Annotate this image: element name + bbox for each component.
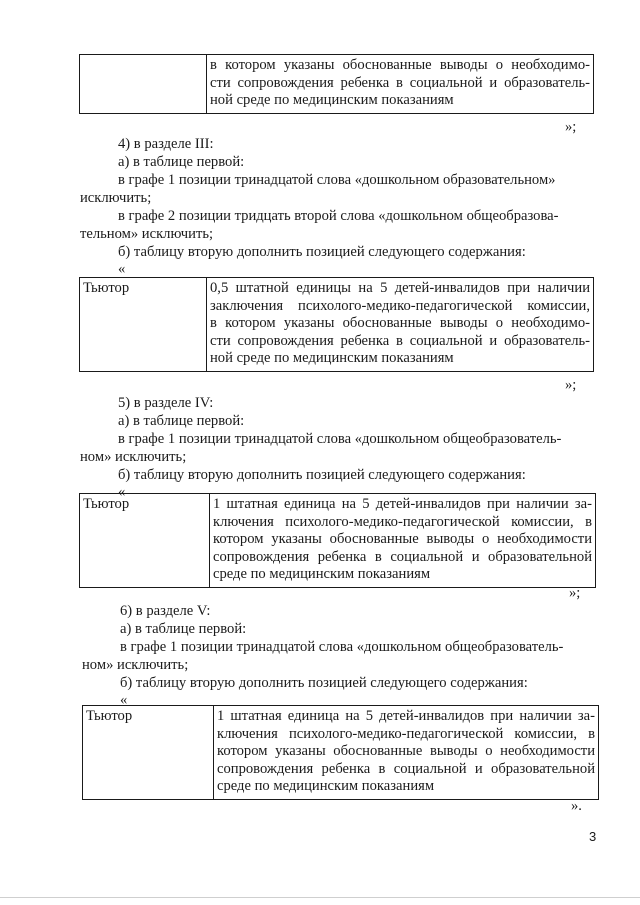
table-row	[80, 278, 594, 372]
cell-line: ключения психолого-медико-педагогической комиссии, в	[213, 513, 592, 530]
table-row	[80, 494, 596, 588]
cell-line: котором указаны обоснованные выводы о необходимости	[213, 531, 592, 548]
section-heading: 5) в разделе IV:	[118, 395, 214, 411]
section-heading: 6) в разделе V:	[120, 603, 211, 619]
opening-quote: «	[118, 261, 126, 277]
cell-line: заключения психолого-медико-педагогической комиссии,	[210, 297, 590, 314]
cell-line: 0,5 штатной единицы на 5 детей-инвалидов при наличии	[210, 280, 590, 296]
cell-line: среде по медицинским показаниям	[217, 778, 435, 795]
paragraph-line: в графе 1 позиции тринадцатой слова «дошкольном общеобразователь-	[120, 639, 564, 655]
opening-quote: «	[120, 692, 128, 708]
table-cell-position	[80, 55, 207, 114]
table-tutor-section-4	[79, 493, 596, 588]
table-cell-position: Тьютор	[80, 494, 210, 588]
cell-line: ключения психолого-медико-педагогической комиссии, в	[217, 725, 595, 742]
closing-quote: »;	[569, 585, 581, 601]
closing-quote: »;	[565, 377, 577, 393]
paragraph-line: в графе 2 позиции тридцать второй слова «дошкольном общеобразова-	[118, 208, 559, 224]
cell-line: сопровождения ребенка в социальной и образовательной	[213, 548, 592, 565]
paragraph-line: исключить;	[80, 190, 152, 206]
page-edge-divider	[0, 897, 640, 898]
table-row	[83, 706, 599, 800]
table-cell-staffing	[214, 706, 599, 800]
subitem-b: б) таблицу вторую дополнить позицией следующего содержания:	[118, 244, 526, 260]
subitem-b: б) таблицу вторую дополнить позицией следующего содержания:	[118, 467, 526, 483]
cell-line: 1 штатная единица на 5 детей-инвалидов при наличии за-	[217, 708, 595, 724]
cell-line: в котором указаны обоснованные выводы о необходимо-	[210, 57, 590, 73]
table-cell-staffing	[207, 278, 594, 372]
table-cell-position: Тьютор	[83, 706, 214, 800]
subitem-a: а) в таблице первой:	[120, 621, 247, 637]
cell-line: сти сопровождения ребенка в социальной и образователь-	[210, 74, 590, 91]
cell-line: сопровождения ребенка в социальной и образовательной	[217, 760, 595, 777]
paragraph-line: в графе 1 позиции тринадцатой слова «дошкольном общеобразователь-	[118, 431, 562, 447]
table-tutor-section-3	[79, 277, 594, 372]
subitem-a: а) в таблице первой:	[118, 413, 245, 429]
table-cell-staffing	[207, 55, 594, 114]
page-number: 3	[589, 829, 597, 844]
table-cell-position: Тьютор	[80, 278, 207, 372]
paragraph-line: ном» исключить;	[82, 657, 189, 673]
opening-quote: «	[118, 484, 126, 500]
cell-line: в котором указаны обоснованные выводы о необходимо-	[210, 315, 590, 332]
table-cell-staffing	[210, 494, 596, 588]
table-continuation	[79, 54, 594, 114]
cell-line: 1 штатная единица на 5 детей-инвалидов при наличии за-	[213, 496, 592, 512]
paragraph-line: тельном» исключить;	[80, 226, 214, 242]
subitem-b: б) таблицу вторую дополнить позицией следующего содержания:	[120, 675, 528, 691]
cell-line: котором указаны обоснованные выводы о необходимости	[217, 743, 595, 760]
section-heading: 4) в разделе III:	[118, 136, 214, 152]
cell-line: ной среде по медицинским показаниям	[210, 92, 454, 109]
table-tutor-section-5	[82, 705, 599, 800]
cell-line: среде по медицинским показаниям	[213, 566, 431, 583]
subitem-a: а) в таблице первой:	[118, 154, 245, 170]
cell-line: сти сопровождения ребенка в социальной и образователь-	[210, 332, 590, 349]
table-row	[80, 55, 594, 114]
paragraph-line: ном» исключить;	[80, 449, 187, 465]
closing-quote: ».	[571, 798, 582, 814]
cell-line: ной среде по медицинским показаниям	[210, 350, 454, 367]
closing-quote: »;	[565, 119, 577, 135]
paragraph-line: в графе 1 позиции тринадцатой слова «дошкольном образовательном»	[118, 172, 556, 188]
